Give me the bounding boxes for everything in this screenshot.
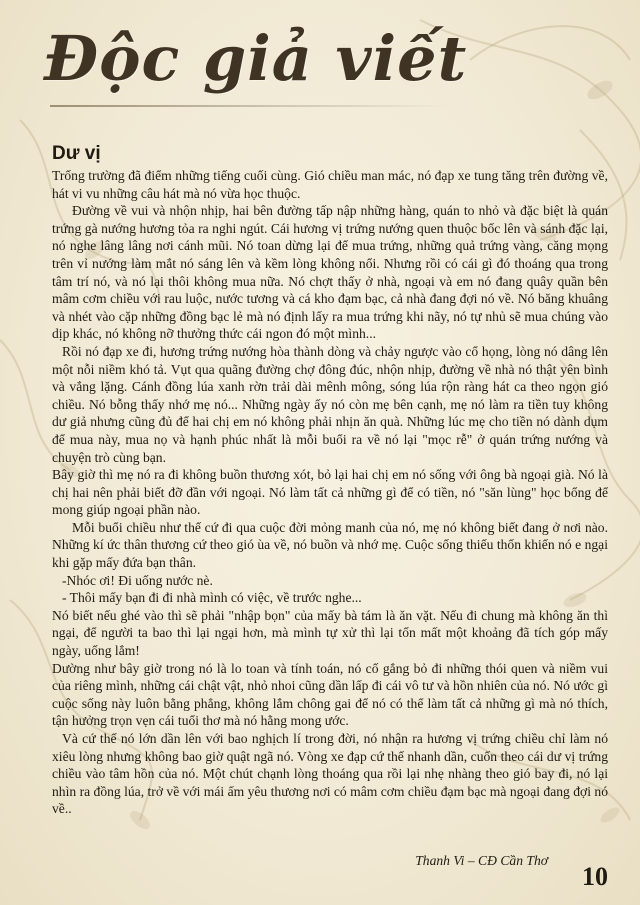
paragraph: Rồi nó đạp xe đi, hương trứng nướng hòa thành dòng và chảy ngược vào cổ họng, lòng nó dâng lên một nỗi niềm khó tả. Vụt qua quãng đường chợ đông đúc, nhộn nhịp, đường về nhà nó thật yên bình và vắng lặng. Cánh đồng lúa xanh rờn trải dài mênh mông, sóng lúa rộn ràng hát ca theo ngọn gió chiều. Nó bỗng thấy nhớ mẹ nó... Những ngày ấy nó còn mẹ bên cạnh, mẹ nó làm ra tiền tuy không dư giả nhưng cũng đủ để hai chị em nó không phải nhịn ăn quà. Những lúc mẹ cho tiền nó dành dụm để mua này, mua nọ và hạnh phúc nhất là mỗi buổi ra về nó lại "mọc rễ" ở quán trứng nướng và chuyện trò cùng bạn. — [52, 343, 608, 465]
paragraph: Mỗi buổi chiều như thế cứ đi qua cuộc đời mỏng manh của nó, mẹ nó không biết đang ở nơi nào. Những kí ức thân thương cứ theo gió ùa về, nó buồn và nhớ mẹ. Cuộc sống thiếu thốn khiến nó e ngại khi gặp mấy đứa bạn thân. — [52, 519, 608, 571]
title-divider — [50, 105, 450, 107]
paragraph: Trống trường đã điểm những tiếng cuối cùng. Gió chiều man mác, nó đạp xe tung tăng trên đường về, hát vi vu những câu hát mà nó vừa học thuộc. — [52, 168, 608, 201]
dialogue-line: -Nhóc ơi! Đi uống nước nè. — [62, 572, 213, 588]
paragraph: Dường như bây giờ trong nó là lo toan và tính toán, nó cố gắng bỏ đi những thói quen và niềm vui của riêng mình, những cái chật vật, nhỏ nhoi cũng dần lấp đi cái vô tư và hồn nhiên của nó. Nó ước gì cuộc sống này luôn bằng phẳng, không lắm chông gai để nó có thể làm tất cả những gì mà nó thích, tận hưởng trọn vẹn cái tuổi thơ mà nó hằng mong ước. — [52, 660, 608, 729]
author-signature: Thanh Vi – CĐ Cần Thơ — [415, 853, 548, 868]
paragraph: Nó biết nếu ghé vào thì sẽ phải "nhập bọn" của mấy bà tám là ăn vặt. Nếu đi chung mà không ăn thì ngại, để người ta bao thì lại ngại hơn, mà mình tự xử thì lại tốn mất một khoảng đã tích góp mấy ngày, uống lắm! — [52, 607, 608, 659]
dialogue-line: - Thôi mấy bạn đi đi nhà mình có việc, về trước nghe... — [62, 590, 362, 606]
page-number: 10 — [582, 862, 608, 891]
article-body — [52, 142, 608, 818]
paragraph: Bây giờ thì mẹ nó ra đi không buồn thương xót, bỏ lại hai chị em nó sống với ông bà ngoại già. Nó là chị hai nên phải biết đỡ đần với ngoại. Nó làm tất cả những gì để có tiền, nó "săn lùng" học bổng để mong giúp ngoại phần nào. — [52, 467, 608, 518]
paragraph: Đường về vui và nhộn nhịp, hai bên đường tấp nập những hàng, quán to nhỏ và đặc biệt là quán trứng gà nướng hương tỏa ra nghi ngút. Cái hương vị trứng nướng quen thuộc bốc lên và sánh đặc lại, nó nghe lâng lâng nơi cánh mũi. Nó toan dừng lại để mua trứng, những quả trứng vàng, căng mọng trên vỉ nướng làm mắt nó sáng lên và kềm lòng không nổi. Nhưng rồi có cái gì đó thoáng qua trong tâm trí nó, và nó lại thôi không mua nữa. Nó chợt thấy ở nhà, ngoại và em nó đang quây quần bên mâm cơm chiều với rau luộc, nước tương và cá kho đạm bạc, cả nhà đang đợi nó về. Nó băng khuâng và nhét vào cặp những đồng bạc lẻ mà nó định lấy ra mua trứng khi nãy, nó tự nhủ sẽ mua chúng vào dịp khác, nó không nỡ thưởng thức cái ngon đó một mình... — [52, 203, 608, 342]
paragraph: Và cứ thế nó lớn dần lên với bao nghịch lí trong đời, nó nhận ra hương vị trứng chiều chỉ làm nó xiêu lòng nhưng không bao giờ quật ngã nó. Vòng xe đạp cứ thế nhanh dần, cuốn theo cái dư vị trứng chiều vào tâm hồn của nó. Một chút chạnh lòng thoáng qua rồi lại nhẹ nhàng theo gió bay đi, nó lại nhìn ra đồng lúa, trở về với mái ấm yêu thương nơi có mâm cơm chiều đạm bạc mà ngoại đang đợi nó về.. — [52, 731, 608, 817]
article-title: Dư vị — [52, 143, 101, 164]
section-title: Độc giả viết — [44, 22, 468, 95]
